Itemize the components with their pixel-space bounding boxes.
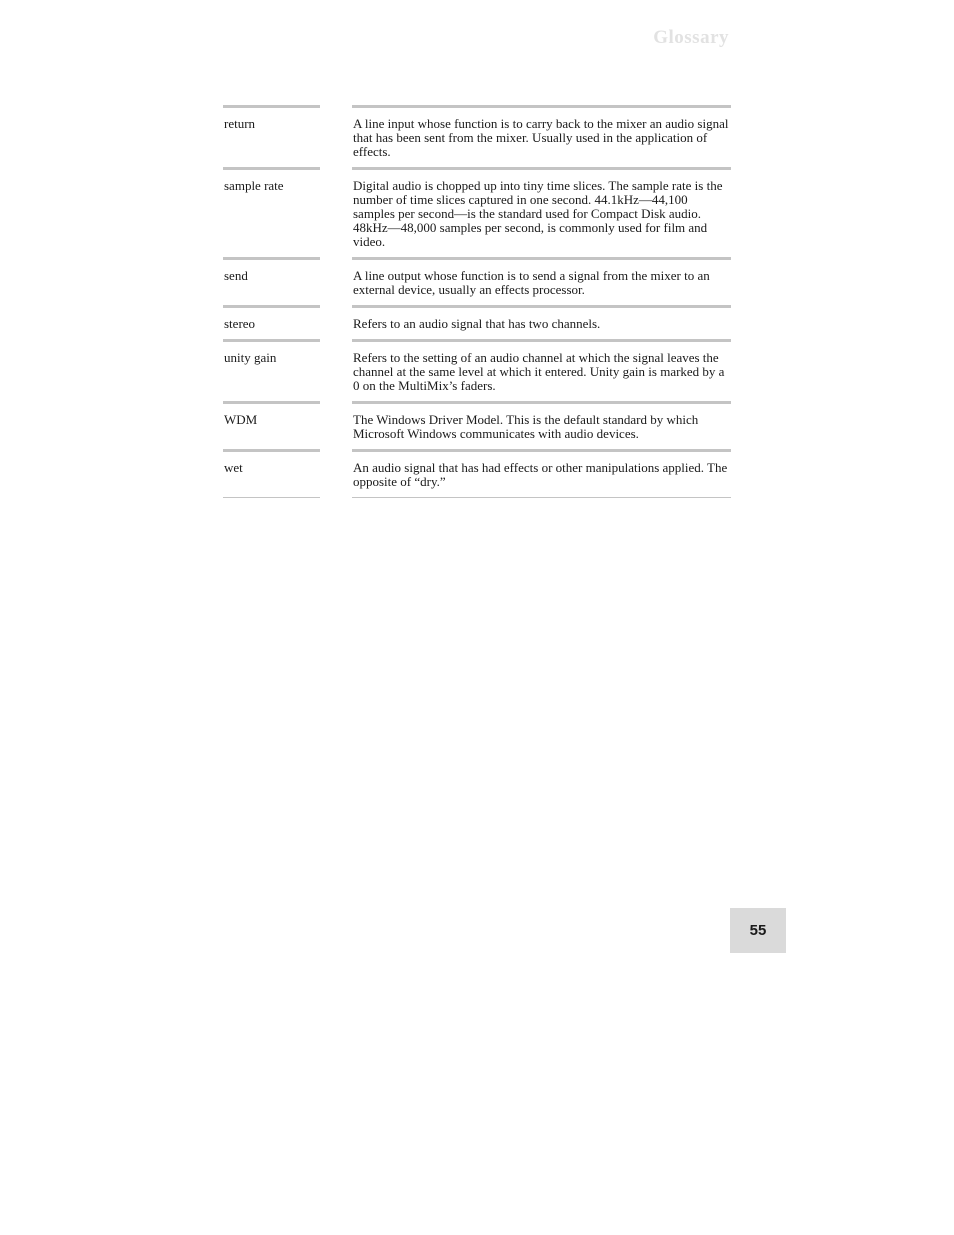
glossary-definition: An audio signal that has had effects or other manipulations applied. The opposite of “dry.” bbox=[352, 449, 731, 498]
glossary-definition: A line output whose function is to send a signal from the mixer to an external device, usually an effects processor. bbox=[352, 257, 731, 305]
running-header-title: Glossary bbox=[653, 27, 729, 48]
glossary-entry bbox=[223, 339, 731, 401]
glossary-table bbox=[223, 105, 731, 498]
glossary-definition: Refers to an audio signal that has two channels. bbox=[352, 305, 731, 339]
glossary-term: wet bbox=[223, 449, 320, 498]
glossary-entry bbox=[223, 105, 731, 167]
glossary-term: stereo bbox=[223, 305, 320, 339]
glossary-definition: Refers to the setting of an audio channel at which the signal leaves the channel at the same level at which it entered. Unity gain is marked by a 0 on the MultiMix’s faders. bbox=[352, 339, 731, 401]
glossary-entry bbox=[223, 305, 731, 339]
glossary-term: sample rate bbox=[223, 167, 320, 257]
page-number-badge bbox=[730, 908, 786, 953]
glossary-term: WDM bbox=[223, 401, 320, 449]
glossary-entry bbox=[223, 257, 731, 305]
glossary-definition: Digital audio is chopped up into tiny time slices. The sample rate is the number of time slices captured in one second. 44.1kHz—44,100 samples per second—is the standard used for Compact Disk audio. 48kHz—48,000 samples per second, is commonly used for film and video. bbox=[352, 167, 731, 257]
glossary-term: unity gain bbox=[223, 339, 320, 401]
glossary-definition: A line input whose function is to carry back to the mixer an audio signal that has been sent from the mixer. Usually used in the application of effects. bbox=[352, 105, 731, 167]
glossary-entry bbox=[223, 449, 731, 498]
glossary-definition: The Windows Driver Model. This is the default standard by which Microsoft Windows communicates with audio devices. bbox=[352, 401, 731, 449]
glossary-entry bbox=[223, 167, 731, 257]
glossary-term: return bbox=[223, 105, 320, 167]
glossary-entry bbox=[223, 401, 731, 449]
page-number: 55 bbox=[749, 922, 767, 939]
glossary-term: send bbox=[223, 257, 320, 305]
